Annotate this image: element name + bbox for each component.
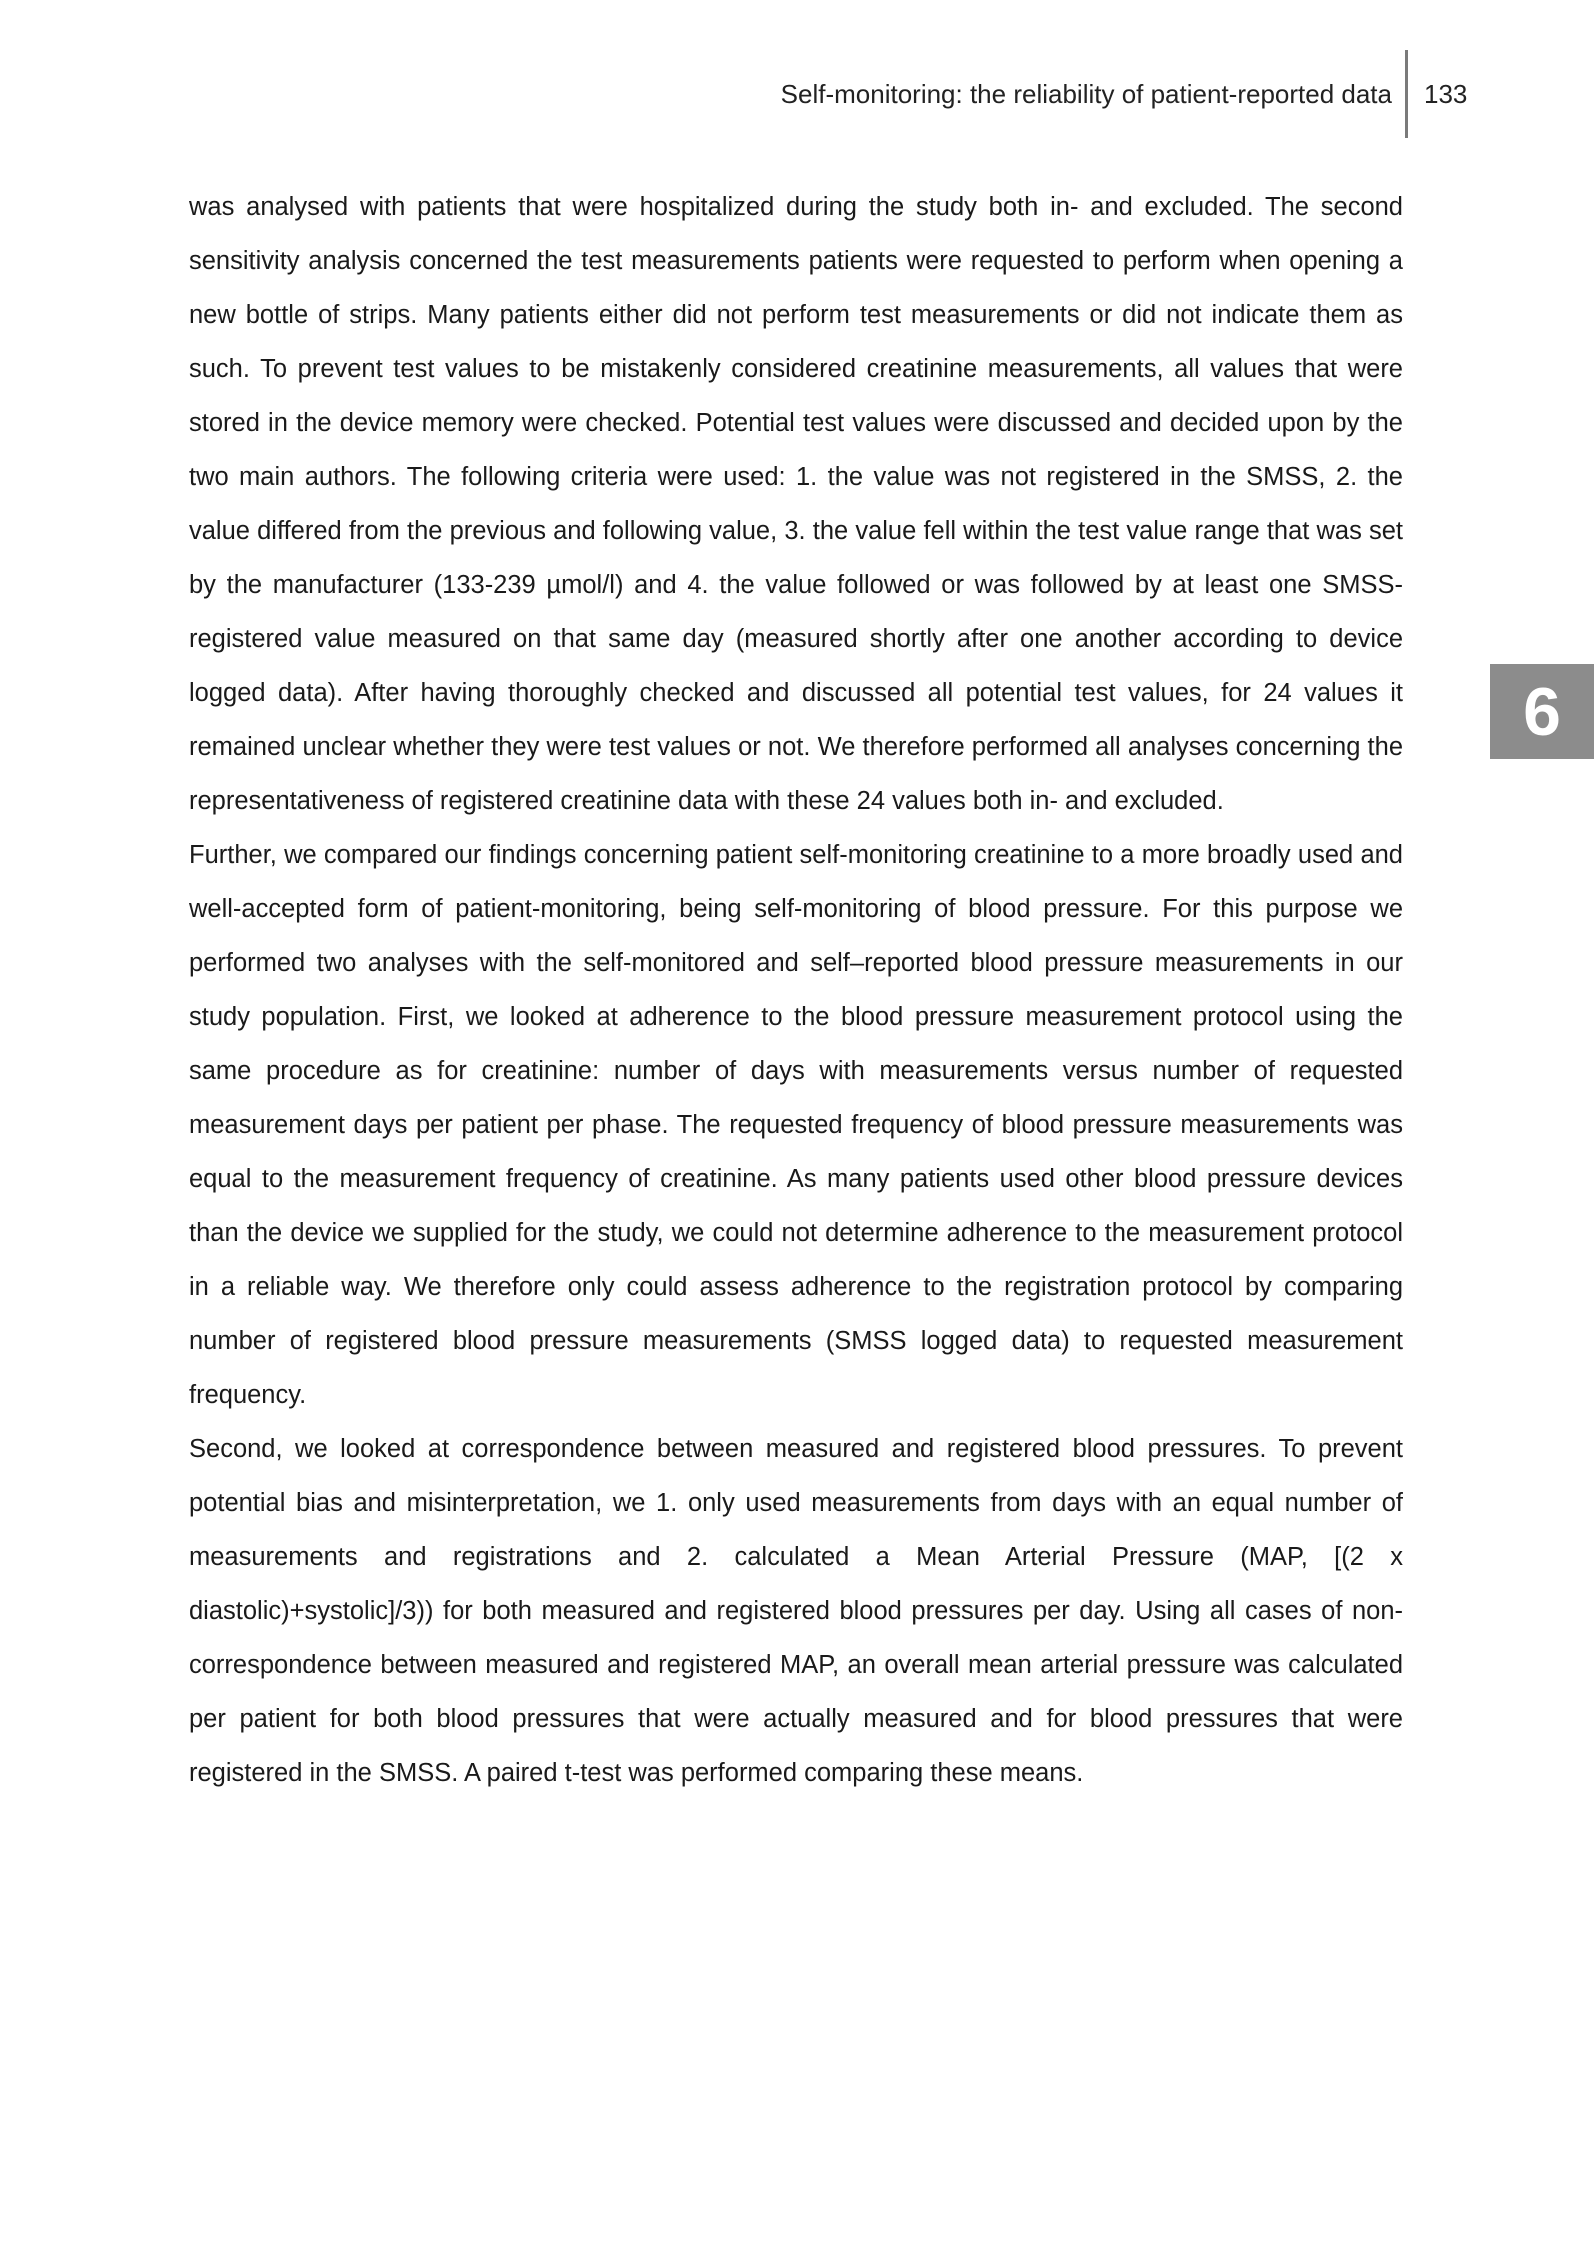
header-divider	[1405, 50, 1408, 138]
chapter-tab	[1490, 664, 1594, 759]
page-number: 133	[1424, 78, 1468, 109]
paragraph-sensitivity-analysis: was analysed with patients that were hospitalized during the study both in- and excluded. The second sensitivity analysis concerned the test measurements patients were requested to perform when opening a new bottle of strips. Many patients either did not perform test measurements or did not indicate them as such. To prevent test values to be mistakenly considered creatinine measurements, all values that were stored in the device memory were checked. Potential test values were discussed and decided upon by the two main authors. The following criteria were used: 1. the value was not registered in the SMSS, 2. the value differed from the previous and following value, 3. the value fell within the test value range that was set by the manufacturer (133-239 µmol/l) and 4. the value followed or was followed by at least one SMSS-registered value measured on that same day (measured shortly after one another according to device logged data). After having thoroughly checked and discussed all potential test values, for 24 values it remained unclear whether they were test values or not. We therefore performed all analyses concerning the representativeness of registered creatinine data with these 24 values both in- and excluded.	[189, 193, 1403, 815]
running-header	[781, 72, 1410, 116]
body-text	[189, 180, 1403, 1800]
paragraph-correspondence-analysis: Second, we looked at correspondence between measured and registered blood pressures. To prevent potential bias and misinterpretation, we 1. only used measurements from days with an equal number of measurements and registrations and 2. calculated a Mean Arterial Pressure (MAP, [(2 x diastolic)+systolic]/3)) for both measured and registered blood pressures per day. Using all cases of non-correspondence between measured and registered MAP, an overall mean arterial pressure was calculated per patient for both blood pressures that were actually measured and for blood pressures that were registered in the SMSS. A paired t-test was performed comparing these means.	[189, 1435, 1403, 1787]
running-title: Self-monitoring: the reliability of patient-reported data	[780, 78, 1392, 109]
paragraph-blood-pressure-comparison: Further, we compared our findings concerning patient self-monitoring creatinine to a more broadly used and well-accepted form of patient-monitoring, being self-monitoring of blood pressure. For this purpose we performed two analyses with the self-monitored and self–reported blood pressure measurements in our study population. First, we looked at adherence to the blood pressure measurement protocol using the same procedure as for creatinine: number of days with measurements versus number of requested measurement days per patient per phase. The requested frequency of blood pressure measurements was equal to the measurement frequency of creatinine. As many patients used other blood pressure devices than the device we supplied for the study, we could not determine adherence to the measurement protocol in a reliable way. We therefore only could assess adherence to the registration protocol by comparing number of registered blood pressure measurements (SMSS logged data) to requested measurement frequency.	[189, 841, 1403, 1409]
chapter-number: 6	[1523, 673, 1561, 750]
